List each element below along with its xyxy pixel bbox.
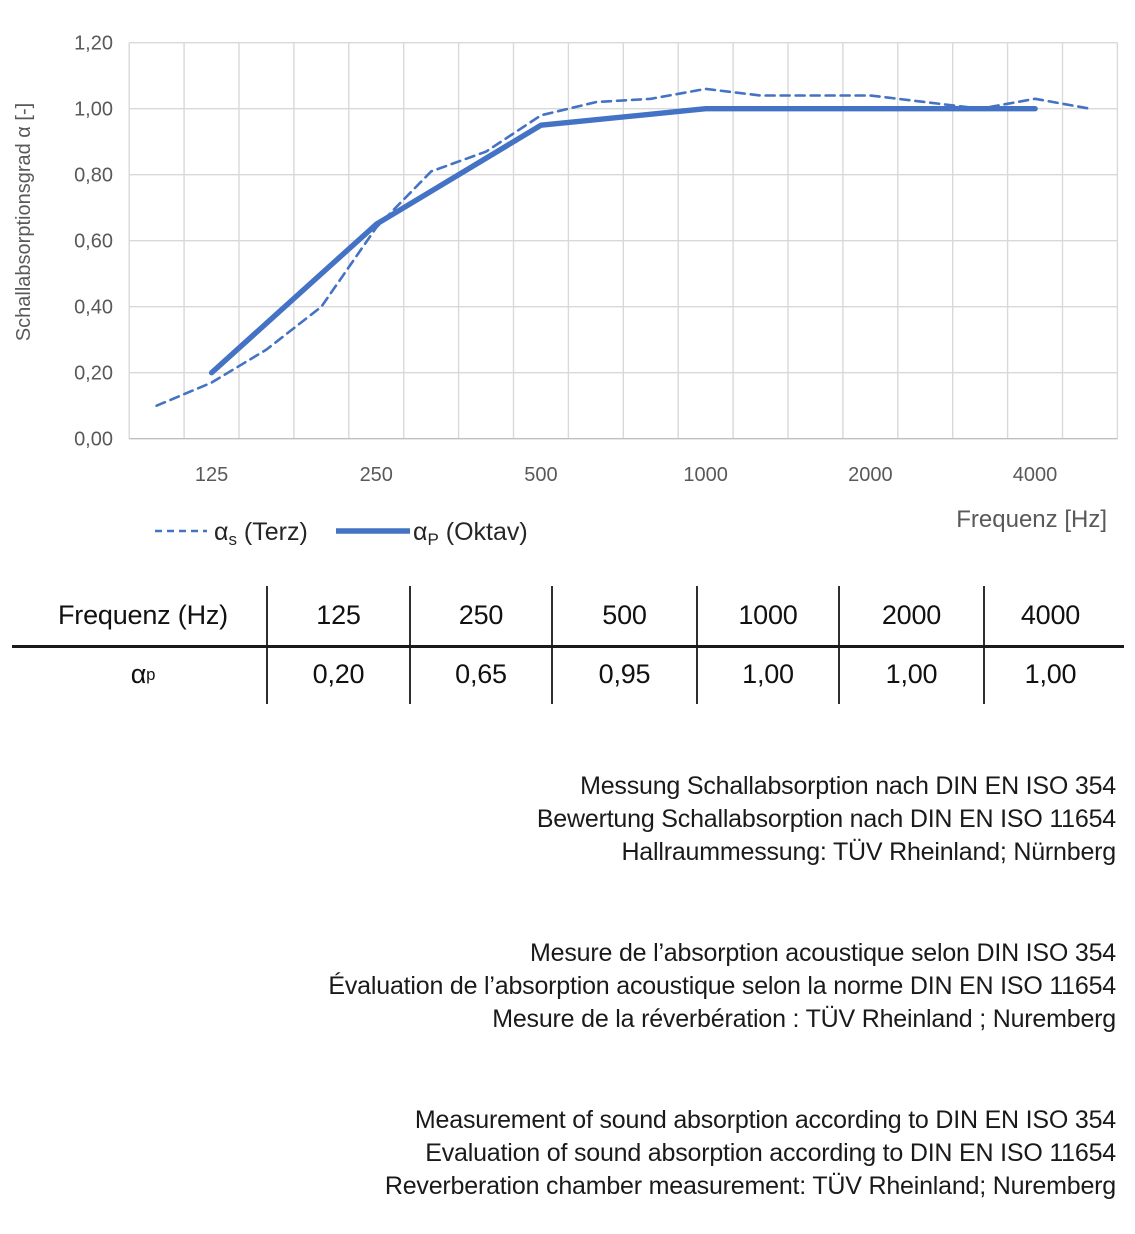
- table-header-value: 250: [411, 586, 553, 645]
- table-header-value: 4000: [1020, 600, 1081, 630]
- table-cell-value: 0,65: [411, 645, 553, 704]
- legend-label-alpha-p: $\alpha_P$ (Oktav): [413, 518, 528, 549]
- notes-german: [116, 770, 1116, 869]
- x-tick-label: 2000: [848, 464, 893, 486]
- table-header-value: 1000: [698, 586, 840, 645]
- x-tick-label: 125: [194, 464, 229, 486]
- absorption-line-chart: [0, 0, 1135, 560]
- legend-label-alpha-s: $\alpha_s$ (Terz): [214, 518, 308, 549]
- x-tick-label: 250: [359, 464, 393, 486]
- note-line-english: Reverberation chamber measurement: TÜV Rheinland; Nuremberg: [384, 1172, 1116, 1200]
- y-tick-label: 1,00: [74, 98, 113, 121]
- note-line-french: Mesure de la réverbération : TÜV Rheinland ; Nuremberg: [492, 1005, 1116, 1033]
- notes-english: [116, 1104, 1116, 1203]
- y-tick-label: 0,40: [74, 296, 113, 319]
- note-line-french: Mesure de l’absorption acoustique selon DIN ISO 354: [530, 939, 1116, 967]
- chart-svg: [0, 0, 1135, 560]
- y-axis-tick-labels: [74, 33, 113, 451]
- y-tick-label: 0,80: [74, 164, 113, 187]
- x-tick-label: 1000: [683, 464, 728, 486]
- y-tick-label: 0,00: [74, 428, 113, 451]
- y-tick-label: 0,20: [74, 362, 113, 385]
- x-axis-title: Frequenz [Hz]: [956, 506, 1107, 533]
- note-line-german: Hallraummessung: TÜV Rheinland; Nürnberg: [621, 838, 1116, 866]
- table-header-frequency: Frequenz (Hz): [20, 586, 268, 645]
- y-axis-title: Schallabsorptionsgrad α [-]: [13, 102, 35, 342]
- y-tick-label: 0,60: [74, 230, 113, 253]
- y-tick-label: 1,20: [74, 32, 113, 55]
- gridlines: [129, 43, 1117, 439]
- table-cell-value: 1,00: [1024, 659, 1077, 689]
- note-line-english: Measurement of sound absorption according to DIN EN ISO 354: [414, 1106, 1116, 1134]
- table-cell-value: 1,00: [698, 645, 840, 704]
- note-line-german: Bewertung Schallabsorption nach DIN EN ISO 11654: [536, 805, 1116, 833]
- table-cell-value: 1,00: [840, 645, 985, 704]
- table-header-value: 125: [268, 586, 411, 645]
- legend: [155, 518, 528, 549]
- x-axis-tick-labels: [195, 464, 1057, 486]
- x-tick-label: 4000: [1012, 464, 1058, 486]
- note-line-english: Evaluation of sound absorption according to DIN EN ISO 11654: [425, 1139, 1116, 1167]
- table-row-label-alpha-p: α p: [20, 645, 268, 704]
- note-line-german: Messung Schallabsorption nach DIN EN ISO 354: [580, 772, 1116, 800]
- table-cell-value: 0,20: [268, 645, 411, 704]
- notes-french: [116, 937, 1116, 1036]
- table-header-value: 500: [553, 586, 698, 645]
- note-line-french: Évaluation de l’absorption acoustique selon la norme DIN EN ISO 11654: [328, 972, 1116, 1000]
- table-cell-value: 0,95: [553, 645, 698, 704]
- table-horizontal-rule: [12, 645, 1124, 648]
- table-header-value: 2000: [840, 586, 985, 645]
- x-tick-label: 500: [524, 464, 558, 486]
